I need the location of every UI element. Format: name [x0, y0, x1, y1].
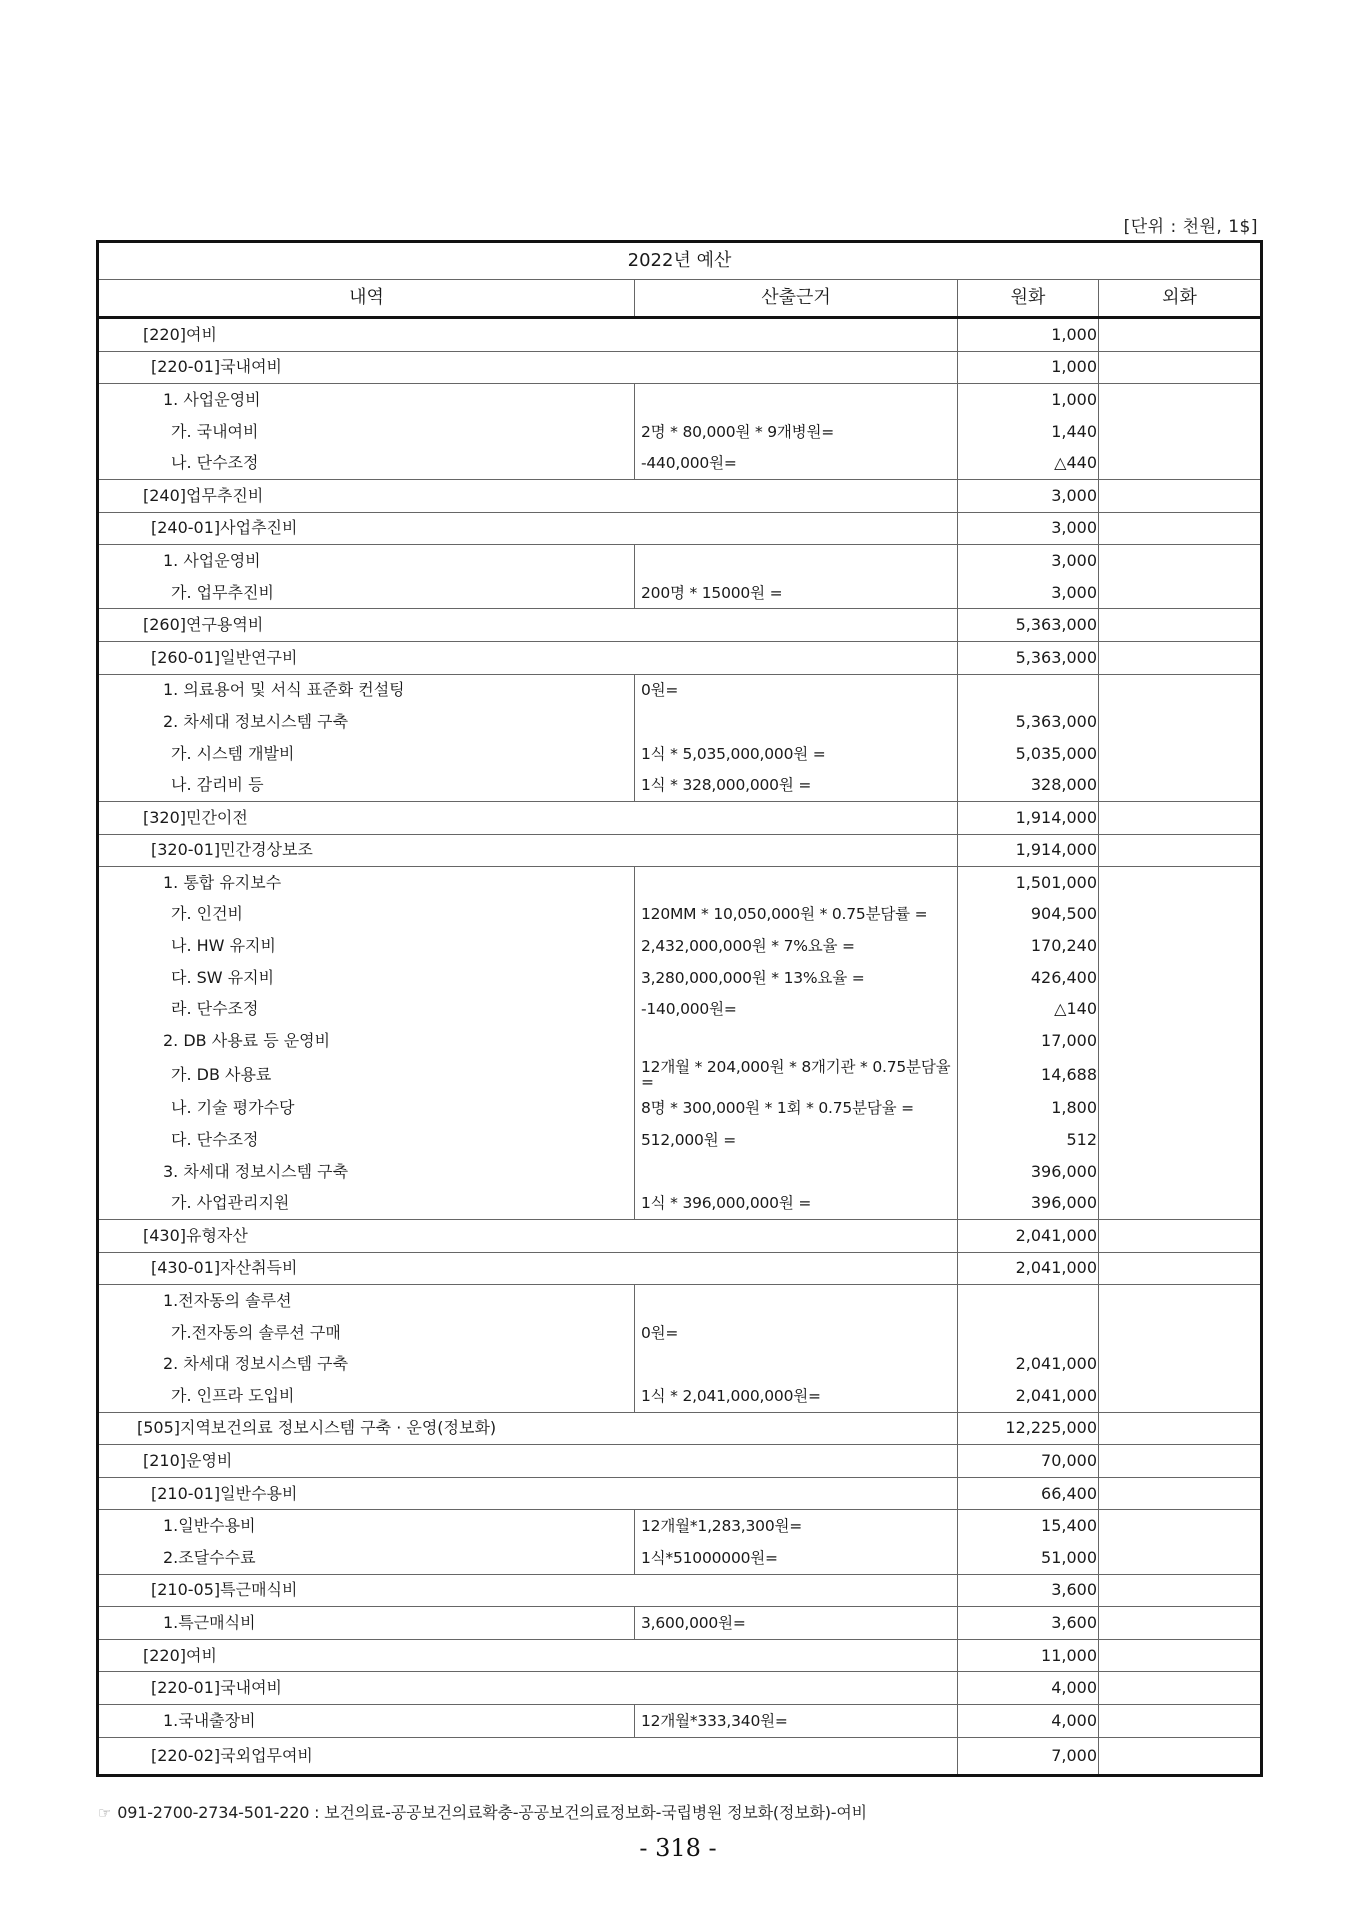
item-row — [98, 930, 1262, 962]
row-krw-amount: 3,600 — [958, 1574, 1099, 1607]
row-foreign-amount — [1099, 769, 1262, 801]
row-foreign-amount — [1099, 1317, 1262, 1349]
row-foreign-amount — [1099, 867, 1262, 899]
row-foreign-amount — [1099, 1542, 1262, 1574]
row-label: 2. 차세대 정보시스템 구축 — [98, 706, 635, 738]
footnote — [98, 1800, 867, 1823]
item-row — [98, 1348, 1262, 1380]
row-calculation: 3,280,000,000원 * 13%요율 = — [635, 962, 958, 994]
row-calculation: 1식 * 2,041,000,000원= — [635, 1380, 958, 1412]
row-krw-amount: 328,000 — [958, 769, 1099, 801]
row-foreign-amount — [1099, 674, 1262, 706]
row-krw-amount: 4,000 — [958, 1704, 1099, 1737]
row-label: 가. DB 사용료 — [98, 1057, 635, 1093]
item-row — [98, 1187, 1262, 1219]
row-krw-amount: 14,688 — [958, 1057, 1099, 1093]
row-calculation: -440,000원= — [635, 447, 958, 479]
section-row — [98, 1477, 1262, 1510]
row-krw-amount: 5,363,000 — [958, 706, 1099, 738]
row-krw-amount: 4,000 — [958, 1672, 1099, 1705]
row-foreign-amount — [1099, 1348, 1262, 1380]
row-label: 1. 사업운영비 — [98, 384, 635, 416]
row-label: [210]운영비 — [98, 1445, 958, 1478]
row-calculation — [635, 867, 958, 899]
row-label: 나. HW 유지비 — [98, 930, 635, 962]
row-krw-amount — [958, 1285, 1099, 1317]
column-header-description: 내역 — [98, 280, 635, 318]
row-krw-amount: 1,000 — [958, 351, 1099, 384]
item-row — [98, 1057, 1262, 1093]
row-krw-amount: 5,363,000 — [958, 641, 1099, 674]
item-row — [98, 1542, 1262, 1574]
row-foreign-amount — [1099, 930, 1262, 962]
section-row — [98, 1574, 1262, 1607]
budget-table — [96, 240, 1263, 1777]
column-header-krw: 원화 — [958, 280, 1099, 318]
section-row — [98, 512, 1262, 545]
row-calculation: 0원= — [635, 674, 958, 706]
row-calculation: 1식 * 328,000,000원 = — [635, 769, 958, 801]
row-foreign-amount — [1099, 1510, 1262, 1542]
row-foreign-amount — [1099, 1187, 1262, 1219]
row-foreign-amount — [1099, 1252, 1262, 1285]
row-krw-amount: 2,041,000 — [958, 1252, 1099, 1285]
row-label: 다. 단수조정 — [98, 1124, 635, 1156]
section-row — [98, 1412, 1262, 1445]
row-calculation: 12개월*333,340원= — [635, 1704, 958, 1737]
row-foreign-amount — [1099, 1704, 1262, 1737]
item-row — [98, 1285, 1262, 1317]
section-row — [98, 1737, 1262, 1775]
row-calculation: 120MM * 10,050,000원 * 0.75분담률 = — [635, 899, 958, 931]
row-krw-amount: 2,041,000 — [958, 1348, 1099, 1380]
section-row — [98, 1445, 1262, 1478]
row-label: 1.일반수용비 — [98, 1510, 635, 1542]
section-row — [98, 609, 1262, 642]
table-title: 2022년 예산 — [98, 242, 1262, 280]
row-foreign-amount — [1099, 834, 1262, 867]
row-label: 나. 단수조정 — [98, 447, 635, 479]
row-krw-amount: 3,000 — [958, 479, 1099, 512]
footnote-text: 091-2700-2734-501-220 : 보건의료-공공보건의료확충-공공보건의료정보화-국립병원 정보화(정보화)-여비 — [117, 1803, 867, 1822]
table-title-row — [98, 242, 1262, 280]
item-row — [98, 706, 1262, 738]
row-label: [505]지역보건의료 정보시스템 구축 · 운영(정보화) — [98, 1412, 958, 1445]
row-label: [260]연구용역비 — [98, 609, 958, 642]
row-foreign-amount — [1099, 1124, 1262, 1156]
row-krw-amount: 70,000 — [958, 1445, 1099, 1478]
row-calculation: 2명 * 80,000원 * 9개병원= — [635, 416, 958, 448]
row-krw-amount: 51,000 — [958, 1542, 1099, 1574]
row-label: 1.전자동의 솔루션 — [98, 1285, 635, 1317]
row-label: [210-05]특근매식비 — [98, 1574, 958, 1607]
row-foreign-amount — [1099, 416, 1262, 448]
row-krw-amount — [958, 1317, 1099, 1349]
item-row — [98, 674, 1262, 706]
item-row — [98, 1124, 1262, 1156]
row-krw-amount: 2,041,000 — [958, 1380, 1099, 1412]
row-label: [220]여비 — [98, 318, 958, 352]
row-foreign-amount — [1099, 1639, 1262, 1672]
row-label: [210-01]일반수용비 — [98, 1477, 958, 1510]
row-krw-amount: 1,501,000 — [958, 867, 1099, 899]
row-label: [430]유형자산 — [98, 1220, 958, 1253]
row-label: [240-01]사업추진비 — [98, 512, 958, 545]
pointing-hand-icon: ☞ — [98, 1804, 112, 1822]
table-body — [98, 318, 1262, 1776]
row-label: [260-01]일반연구비 — [98, 641, 958, 674]
row-foreign-amount — [1099, 993, 1262, 1025]
row-foreign-amount — [1099, 384, 1262, 416]
row-krw-amount: 7,000 — [958, 1737, 1099, 1775]
row-krw-amount: 1,000 — [958, 318, 1099, 352]
row-label: [220-01]국내여비 — [98, 1672, 958, 1705]
row-calculation: 200명 * 15000원 = — [635, 577, 958, 609]
row-label: 3. 차세대 정보시스템 구축 — [98, 1156, 635, 1188]
row-label: 1. 의료용어 및 서식 표준화 컨설팅 — [98, 674, 635, 706]
row-foreign-amount — [1099, 1477, 1262, 1510]
section-row — [98, 801, 1262, 834]
item-row — [98, 384, 1262, 416]
section-row — [98, 1672, 1262, 1705]
row-krw-amount: 3,000 — [958, 577, 1099, 609]
row-calculation — [635, 1156, 958, 1188]
row-label: 2.조달수수료 — [98, 1542, 635, 1574]
item-row — [98, 1380, 1262, 1412]
row-krw-amount: 3,000 — [958, 545, 1099, 577]
row-foreign-amount — [1099, 641, 1262, 674]
row-label: [240]업무추진비 — [98, 479, 958, 512]
row-label: [220-01]국내여비 — [98, 351, 958, 384]
section-row — [98, 1252, 1262, 1285]
row-foreign-amount — [1099, 1737, 1262, 1775]
column-header-foreign: 외화 — [1099, 280, 1262, 318]
row-foreign-amount — [1099, 447, 1262, 479]
row-label: [430-01]자산취득비 — [98, 1252, 958, 1285]
row-foreign-amount — [1099, 1285, 1262, 1317]
row-foreign-amount — [1099, 1156, 1262, 1188]
row-calculation: 1식 * 396,000,000원 = — [635, 1187, 958, 1219]
row-label: 가. 업무추진비 — [98, 577, 635, 609]
row-foreign-amount — [1099, 1445, 1262, 1478]
row-krw-amount: 426,400 — [958, 962, 1099, 994]
row-calculation: 8명 * 300,000원 * 1회 * 0.75분담율 = — [635, 1093, 958, 1125]
row-krw-amount: 11,000 — [958, 1639, 1099, 1672]
section-row — [98, 834, 1262, 867]
item-row — [98, 993, 1262, 1025]
row-foreign-amount — [1099, 801, 1262, 834]
row-foreign-amount — [1099, 1025, 1262, 1057]
row-krw-amount: 904,500 — [958, 899, 1099, 931]
row-calculation: 0원= — [635, 1317, 958, 1349]
row-label: 가.전자동의 솔루션 구매 — [98, 1317, 635, 1349]
row-label: 1.국내출장비 — [98, 1704, 635, 1737]
row-foreign-amount — [1099, 962, 1262, 994]
row-krw-amount: △440 — [958, 447, 1099, 479]
row-calculation: 2,432,000,000원 * 7%요율 = — [635, 930, 958, 962]
row-krw-amount: 3,600 — [958, 1607, 1099, 1640]
row-foreign-amount — [1099, 1057, 1262, 1093]
row-calculation — [635, 1348, 958, 1380]
section-row — [98, 318, 1262, 352]
row-foreign-amount — [1099, 545, 1262, 577]
item-row — [98, 1025, 1262, 1057]
row-krw-amount: 15,400 — [958, 1510, 1099, 1542]
row-krw-amount — [958, 674, 1099, 706]
row-foreign-amount — [1099, 738, 1262, 770]
row-krw-amount: 66,400 — [958, 1477, 1099, 1510]
page-number: - 318 - — [639, 1834, 717, 1862]
row-foreign-amount — [1099, 1574, 1262, 1607]
row-label: 1.특근매식비 — [98, 1607, 635, 1640]
row-krw-amount: 1,800 — [958, 1093, 1099, 1125]
row-label: 나. 감리비 등 — [98, 769, 635, 801]
item-row — [98, 1156, 1262, 1188]
row-krw-amount: 1,000 — [958, 384, 1099, 416]
item-row — [98, 899, 1262, 931]
row-krw-amount: 512 — [958, 1124, 1099, 1156]
item-row — [98, 545, 1262, 577]
row-foreign-amount — [1099, 351, 1262, 384]
row-krw-amount: 396,000 — [958, 1156, 1099, 1188]
row-calculation: 512,000원 = — [635, 1124, 958, 1156]
row-foreign-amount — [1099, 1607, 1262, 1640]
column-header-calculation-basis: 산출근거 — [635, 280, 958, 318]
row-krw-amount: 1,440 — [958, 416, 1099, 448]
row-label: 가. 인프라 도입비 — [98, 1380, 635, 1412]
row-label: 가. 시스템 개발비 — [98, 738, 635, 770]
row-krw-amount: 5,363,000 — [958, 609, 1099, 642]
item-row — [98, 1093, 1262, 1125]
table-header-row — [98, 280, 1262, 318]
row-foreign-amount — [1099, 479, 1262, 512]
section-row — [98, 641, 1262, 674]
row-krw-amount: 396,000 — [958, 1187, 1099, 1219]
row-label: 나. 기술 평가수당 — [98, 1093, 635, 1125]
row-calculation — [635, 384, 958, 416]
row-foreign-amount — [1099, 577, 1262, 609]
row-calculation — [635, 545, 958, 577]
row-calculation — [635, 1285, 958, 1317]
item-row — [98, 1704, 1262, 1737]
row-label: 가. 국내여비 — [98, 416, 635, 448]
item-row — [98, 962, 1262, 994]
row-krw-amount: 170,240 — [958, 930, 1099, 962]
row-krw-amount: 17,000 — [958, 1025, 1099, 1057]
item-row — [98, 447, 1262, 479]
row-label: [320-01]민간경상보조 — [98, 834, 958, 867]
row-krw-amount: 5,035,000 — [958, 738, 1099, 770]
item-row — [98, 1607, 1262, 1640]
row-krw-amount: 1,914,000 — [958, 801, 1099, 834]
row-calculation — [635, 1025, 958, 1057]
row-label: 라. 단수조정 — [98, 993, 635, 1025]
row-krw-amount: 2,041,000 — [958, 1220, 1099, 1253]
row-label: 2. 차세대 정보시스템 구축 — [98, 1348, 635, 1380]
row-calculation: 12개월*1,283,300원= — [635, 1510, 958, 1542]
row-label: 1. 통합 유지보수 — [98, 867, 635, 899]
item-row — [98, 769, 1262, 801]
row-foreign-amount — [1099, 609, 1262, 642]
row-foreign-amount — [1099, 1220, 1262, 1253]
row-calculation: 1식 * 5,035,000,000원 = — [635, 738, 958, 770]
row-label: 가. 사업관리지원 — [98, 1187, 635, 1219]
section-row — [98, 351, 1262, 384]
row-foreign-amount — [1099, 1380, 1262, 1412]
row-foreign-amount — [1099, 899, 1262, 931]
row-foreign-amount — [1099, 1412, 1262, 1445]
item-row — [98, 867, 1262, 899]
row-foreign-amount — [1099, 512, 1262, 545]
item-row — [98, 1317, 1262, 1349]
row-calculation: 3,600,000원= — [635, 1607, 958, 1640]
row-label: [320]민간이전 — [98, 801, 958, 834]
item-row — [98, 416, 1262, 448]
row-foreign-amount — [1099, 1093, 1262, 1125]
row-label: 다. SW 유지비 — [98, 962, 635, 994]
row-foreign-amount — [1099, 318, 1262, 352]
row-label: [220]여비 — [98, 1639, 958, 1672]
section-row — [98, 1639, 1262, 1672]
row-krw-amount: 12,225,000 — [958, 1412, 1099, 1445]
section-row — [98, 1220, 1262, 1253]
row-foreign-amount — [1099, 1672, 1262, 1705]
item-row — [98, 577, 1262, 609]
row-calculation: 1식*51000000원= — [635, 1542, 958, 1574]
row-krw-amount: 3,000 — [958, 512, 1099, 545]
item-row — [98, 738, 1262, 770]
row-calculation: 12개월 * 204,000원 * 8개기관 * 0.75분담율 = — [635, 1057, 958, 1093]
unit-note: [단위 : 천원, 1$] — [1123, 217, 1258, 237]
row-krw-amount: △140 — [958, 993, 1099, 1025]
row-label: [220-02]국외업무여비 — [98, 1737, 958, 1775]
section-row — [98, 479, 1262, 512]
row-label: 2. DB 사용료 등 운영비 — [98, 1025, 635, 1057]
row-calculation: -140,000원= — [635, 993, 958, 1025]
item-row — [98, 1510, 1262, 1542]
row-krw-amount: 1,914,000 — [958, 834, 1099, 867]
row-calculation — [635, 706, 958, 738]
row-foreign-amount — [1099, 706, 1262, 738]
row-label: 가. 인건비 — [98, 899, 635, 931]
row-label: 1. 사업운영비 — [98, 545, 635, 577]
